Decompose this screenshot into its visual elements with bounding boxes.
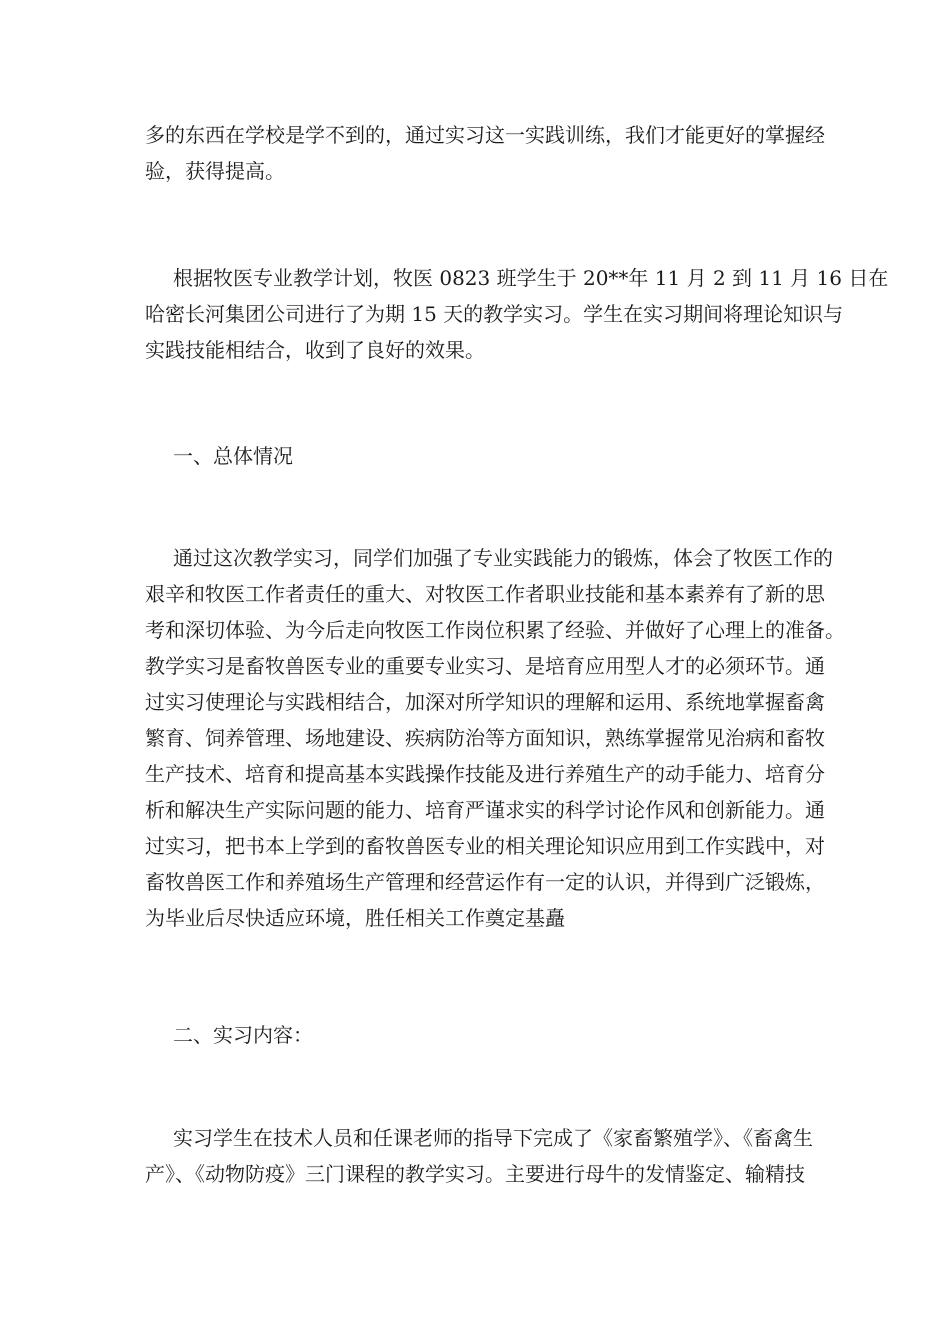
section-heading-content: 二、实习内容： [173, 1023, 313, 1047]
text-line: 实践技能相结合，收到了良好的效果。 [145, 338, 485, 362]
text-line: 考和深切体验、为今后走向牧医工作岗位积累了经验、并做好了心理上的准备。 [145, 618, 845, 642]
section-heading-overview: 一、总体情况 [173, 444, 293, 468]
text-line: 为毕业后尽快适应环境，胜任相关工作奠定基矗 [145, 906, 565, 930]
text-line: 哈密长河集团公司进行了为期 15 天的教学实习。学生在实习期间将理论知识与 [145, 302, 844, 326]
text-line: 教学实习是畜牧兽医专业的重要专业实习、是培育应用型人才的必须环节。通 [145, 654, 825, 678]
text-line: 通过这次教学实习，同学们加强了专业实践能力的锻炼，体会了牧医工作的 [173, 546, 833, 570]
text-line: 繁育、饲养管理、场地建设、疾病防治等方面知识，熟练掌握常见治病和畜牧 [145, 726, 825, 750]
text-line: 过实习，把书本上学到的畜牧兽医专业的相关理论知识应用到工作实践中，对 [145, 834, 825, 858]
text-line: 生产技术、培育和提高基本实践操作技能及进行养殖生产的动手能力、培育分 [145, 762, 825, 786]
text-line: 畜牧兽医工作和养殖场生产管理和经营运作有一定的认识，并得到广泛锻炼， [145, 870, 825, 894]
text-line: 验，获得提高。 [145, 159, 285, 183]
text-line: 根据牧医专业教学计划，牧医 0823 班学生于 20**年 11 月 2 到 11 月 16 日在 [173, 266, 889, 290]
text-line: 析和解决生产实际问题的能力、培育严谨求实的科学讨论作风和创新能力。通 [145, 798, 825, 822]
paragraph-overview [145, 540, 845, 936]
text-line: 多的东西在学校是学不到的，通过实习这一实践训练，我们才能更好的掌握经 [145, 123, 825, 147]
paragraph-background [145, 260, 889, 368]
paragraph-intro-tail [145, 117, 825, 189]
text-line: 实习学生在技术人员和任课老师的指导下完成了《家畜繁殖学》、《畜禽生 [173, 1126, 813, 1150]
text-line: 产》、《动物防疫》三门课程的教学实习。主要进行母牛的发情鉴定、输精技 [145, 1162, 805, 1186]
text-line: 过实习使理论与实践相结合，加深对所学知识的理解和运用、系统地掌握畜禽 [145, 690, 825, 714]
text-line: 艰辛和牧医工作者责任的重大、对牧医工作者职业技能和基本素养有了新的思 [145, 582, 825, 606]
paragraph-content [145, 1120, 813, 1192]
